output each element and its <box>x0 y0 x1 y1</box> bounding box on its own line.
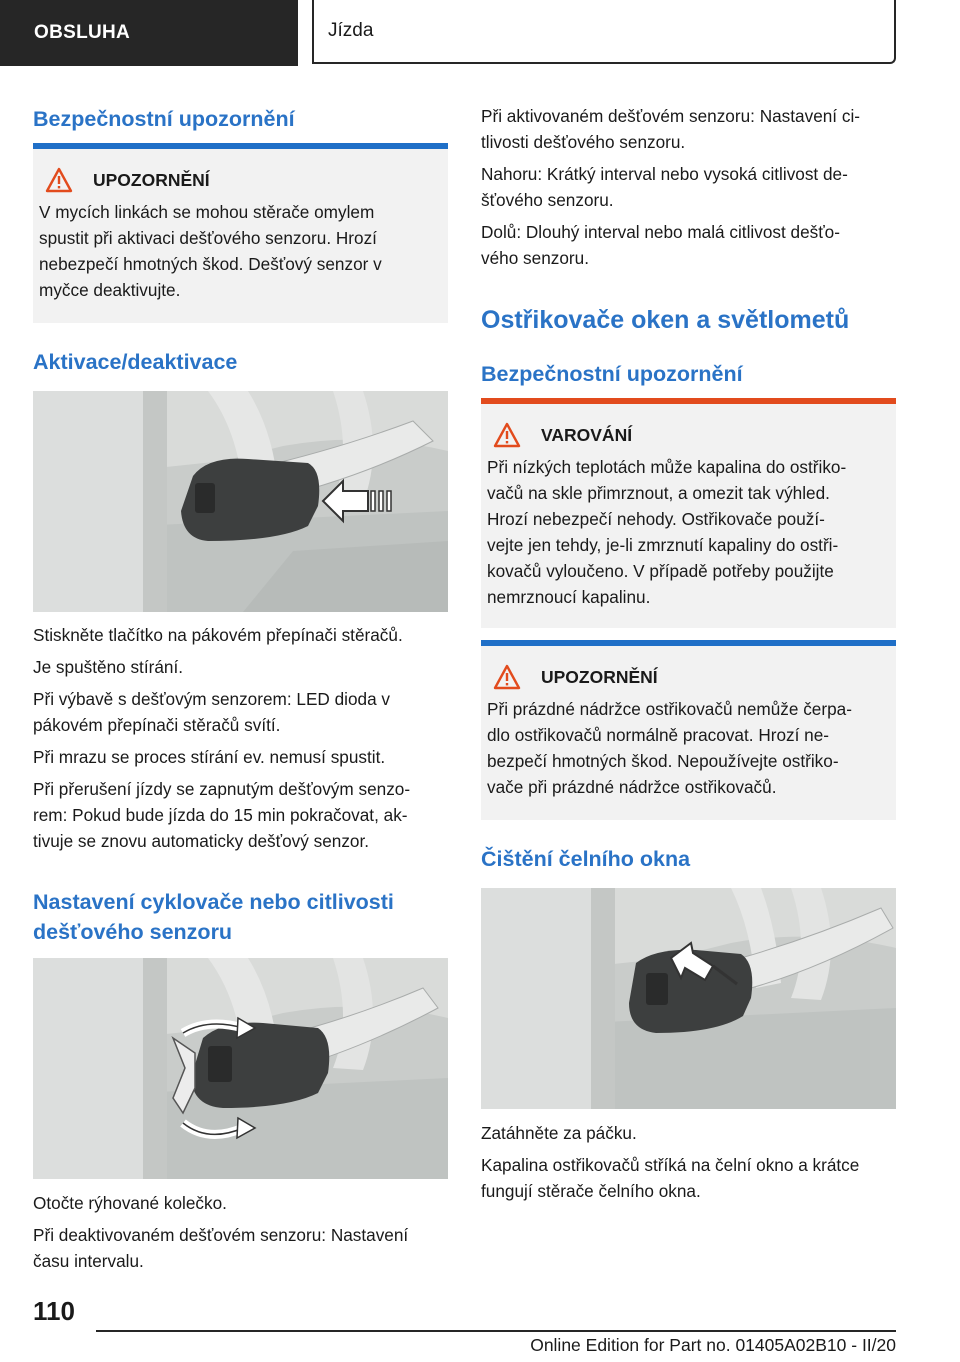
cleaning-line: Kapalina ostřikovačů stříká na čelní okno a krátce <box>481 1155 860 1175</box>
heading-interval-setting: Nastavení cyklovače nebo citlivosti <box>33 890 394 914</box>
figure-knurled-wheel <box>33 958 448 1179</box>
heading-activation: Aktivace/deaktivace <box>33 350 238 374</box>
notice-title <box>487 664 882 690</box>
footer-rule <box>96 1330 896 1332</box>
interval-line: Otočte rýhované kolečko. <box>33 1193 227 1213</box>
heading-windshield-cleaning: Čištění čelního okna <box>481 847 691 871</box>
notice-line: nebezpečí hmotných škod. Dešťový senzor v <box>39 254 382 274</box>
notice-title <box>39 167 434 193</box>
page-number: 110 <box>33 1296 75 1326</box>
interval-line: času intervalu. <box>33 1251 144 1271</box>
warning-line: vejte jen tehdy, je-li zmrznutí kapaliny do ostři- <box>487 535 839 555</box>
figure-pull-lever <box>481 888 896 1109</box>
heading-safety-notes: Bezpečnostní upozornění <box>33 107 295 131</box>
notice-line: dlo ostřikovačů normálně pracovat. Hrozí ne- <box>487 725 829 745</box>
intro-line: Při aktivovaném dešťovém senzoru: Nastavení ci- <box>481 106 860 126</box>
notice-title-text: UPOZORNĚNÍ <box>541 666 658 687</box>
page-header <box>0 0 960 66</box>
notice-line: bezpečí hmotných škod. Nepoužívejte ostřiko- <box>487 751 839 771</box>
intro-line: vého senzoru. <box>481 248 589 268</box>
notice-line: spustit při aktivaci dešťového senzoru. Hrozí <box>39 228 377 248</box>
warning-line: nemrznoucí kapalinu. <box>487 587 651 607</box>
figure-stalk-button <box>33 391 448 612</box>
activation-line: pákovém přepínači stěračů svítí. <box>33 715 281 735</box>
activation-line: Při přerušení jízdy se zapnutým dešťovým senzo- <box>33 779 411 799</box>
warning-triangle-icon <box>493 664 521 690</box>
notice-line: V mycích linkách se mohou stěrače omylem <box>39 202 375 222</box>
intro-line: tlivosti dešťového senzoru. <box>481 132 686 152</box>
notice-line: vače při prázdné nádržce ostřikovačů. <box>487 777 777 797</box>
heading-washers: Ostřikovače oken a světlometů <box>481 306 850 334</box>
notice-box-car-wash <box>33 143 448 323</box>
intro-line: Dolů: Dlouhý interval nebo malá citlivost dešťo- <box>481 222 840 242</box>
warning-line: Při nízkých teplotách může kapalina do ostřiko- <box>487 457 847 477</box>
chapter-title: Jízda <box>312 0 896 64</box>
activation-line: Stiskněte tlačítko na pákovém přepínači stěračů. <box>33 625 403 645</box>
section-tab: OBSLUHA <box>0 0 298 66</box>
activation-line: Při mrazu se proces stírání ev. nemusí spustit. <box>33 747 386 767</box>
interval-line: Při deaktivovaném dešťovém senzoru: Nastavení <box>33 1225 409 1245</box>
heading-interval-setting-2: dešťového senzoru <box>33 920 233 944</box>
warning-title <box>487 422 882 448</box>
activation-line: tivuje se znovu automaticky dešťový senzor. <box>33 831 370 851</box>
warning-line: kovačů vyloučeno. V případě potřeby použijte <box>487 561 834 581</box>
edition-note: Online Edition for Part no. 01405A02B10 - II/20 <box>530 1335 896 1355</box>
notice-line: myčce deaktivujte. <box>39 280 181 300</box>
intro-line: šťového senzoru. <box>481 190 614 210</box>
heading-safety-notes-2: Bezpečnostní upozornění <box>481 362 743 386</box>
warning-line: vačů na skle přimrznout, a omezit tak výhled. <box>487 483 830 503</box>
warning-title-text: VAROVÁNÍ <box>541 424 633 445</box>
warning-line: Hrozí nebezpečí nehody. Ostřikovače použí- <box>487 509 825 529</box>
activation-line: Při výbavě s dešťovým senzorem: LED dioda v <box>33 689 391 709</box>
cleaning-line: fungují stěrače čelního okna. <box>481 1181 701 1201</box>
warning-triangle-icon <box>493 422 521 448</box>
notice-title-text: UPOZORNĚNÍ <box>93 169 210 190</box>
warning-box-freezing <box>481 398 896 628</box>
cleaning-line: Zatáhněte za páčku. <box>481 1123 637 1143</box>
notice-box-empty-reservoir <box>481 640 896 820</box>
warning-triangle-icon <box>45 167 73 193</box>
intro-line: Nahoru: Krátký interval nebo vysoká citlivost de- <box>481 164 848 184</box>
notice-line: Při prázdné nádržce ostřikovačů nemůže čerpa- <box>487 699 852 719</box>
activation-line: rem: Pokud bude jízda do 15 min pokračovat, ak- <box>33 805 408 825</box>
activation-line: Je spuštěno stírání. <box>33 657 183 677</box>
